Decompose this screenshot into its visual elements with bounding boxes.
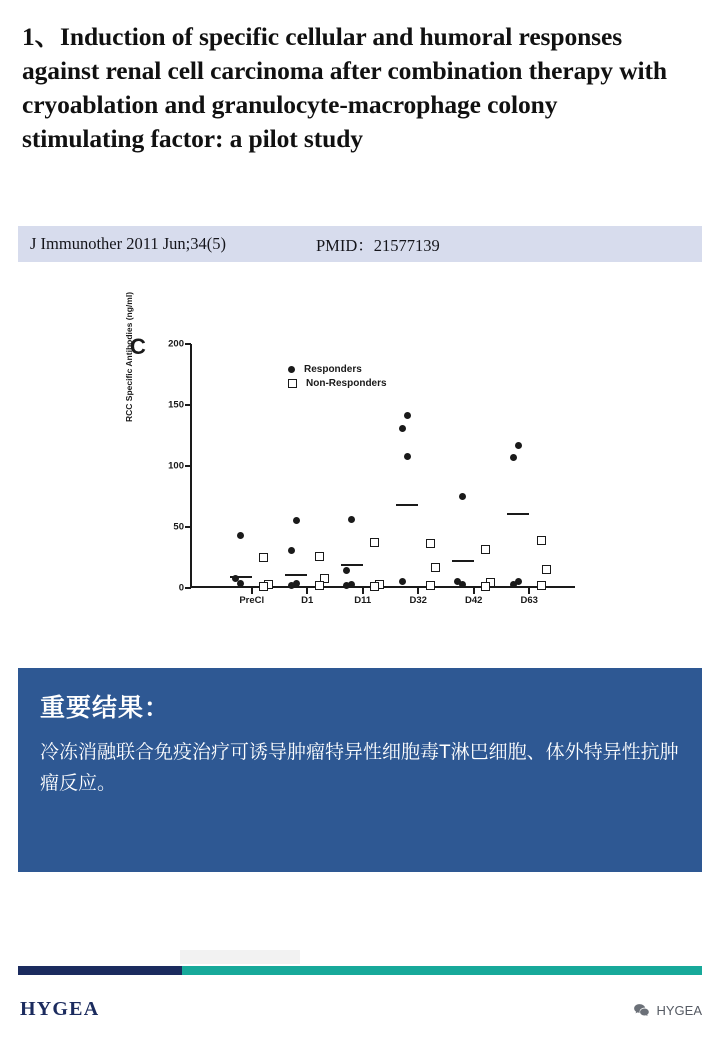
y-tick-label: 50 [173, 521, 184, 533]
data-point [288, 547, 295, 554]
filled-circle-icon [288, 366, 295, 373]
x-tick-label: PreCl [239, 595, 265, 606]
x-tick-label: D42 [465, 595, 483, 606]
mean-bar [285, 574, 307, 576]
data-point [259, 553, 268, 562]
data-point [399, 425, 406, 432]
mean-bar [452, 560, 474, 562]
watermark-strip [180, 950, 300, 964]
key-result-text: 冷冻消融联合免疫治疗可诱导肿瘤特异性细胞毒T淋巴细胞、体外特异性抗肿瘤反应。 [40, 742, 679, 794]
data-point [510, 581, 517, 588]
key-result-box [18, 668, 702, 872]
citation-journal: J Immunother 2011 Jun;34(5) [30, 234, 226, 253]
data-point [537, 581, 546, 590]
data-point [399, 578, 406, 585]
data-point [515, 442, 522, 449]
x-tick-mark [362, 588, 364, 594]
x-tick-mark [473, 588, 475, 594]
data-point [315, 581, 324, 590]
x-tick-mark [306, 588, 308, 594]
data-point [370, 582, 379, 591]
data-point [542, 565, 551, 574]
x-tick-label: D11 [354, 595, 372, 606]
y-tick-mark [185, 404, 191, 406]
key-result-heading: 重要结果： [40, 694, 171, 722]
y-tick-label: 150 [168, 399, 184, 411]
y-tick-mark [185, 587, 191, 589]
y-tick-mark [185, 465, 191, 467]
data-point [481, 582, 490, 591]
x-tick-mark [417, 588, 419, 594]
data-point [237, 532, 244, 539]
data-point [510, 454, 517, 461]
y-tick-label: 100 [168, 460, 184, 472]
data-point [459, 493, 466, 500]
legend-label: Responders [304, 363, 362, 375]
data-point [348, 516, 355, 523]
footer-wechat-label: HYGEA [656, 1003, 702, 1018]
data-point [404, 412, 411, 419]
x-tick-label: D63 [520, 595, 538, 606]
data-point [431, 563, 440, 572]
legend-label: Non-Responders [306, 377, 387, 389]
footer-wechat [633, 1002, 702, 1019]
legend-item-responders [288, 362, 387, 376]
y-tick-mark [185, 343, 191, 345]
data-point [237, 580, 244, 587]
y-tick-label: 200 [168, 338, 184, 350]
data-point [404, 453, 411, 460]
data-point [288, 582, 295, 589]
page-title: 1、Induction of specific cellular and humoral responses against renal cell carcinoma after combination therapy with cryoablation and granulocyte-macrophage colony stimulating factor: a pilot study [22, 22, 667, 153]
x-tick-label: D32 [409, 595, 427, 606]
data-point [426, 539, 435, 548]
data-point [315, 552, 324, 561]
citation-pmid: PMID：21577139 [316, 236, 440, 255]
panel-label: C [130, 334, 146, 359]
mean-bar [341, 564, 363, 566]
scatter-plot-area [168, 338, 575, 606]
open-square-icon [288, 379, 297, 388]
y-tick-mark [185, 526, 191, 528]
mean-bar [230, 576, 252, 578]
data-point [537, 536, 546, 545]
mean-bar [396, 504, 418, 506]
y-tick-label: 0 [178, 582, 184, 594]
footer-rule-dark [18, 966, 182, 975]
data-point [259, 582, 268, 591]
mean-bar [507, 513, 529, 515]
data-point [370, 538, 379, 547]
figure-panel-c [124, 291, 588, 620]
data-point [343, 567, 350, 574]
data-point [481, 545, 490, 554]
y-axis-label: RCC Specific Antibodies (ng/ml) [124, 291, 134, 422]
legend-item-non-responders [288, 376, 387, 390]
footer-rule-teal [182, 966, 702, 975]
x-tick-mark [251, 588, 253, 594]
x-tick-label: D1 [301, 595, 314, 606]
footer-logo: HYGEA [20, 998, 100, 1020]
data-point [426, 581, 435, 590]
x-tick-mark [528, 588, 530, 594]
wechat-icon [633, 1002, 650, 1019]
data-point [293, 517, 300, 524]
citation-band [18, 226, 702, 262]
chart-legend [288, 362, 387, 390]
